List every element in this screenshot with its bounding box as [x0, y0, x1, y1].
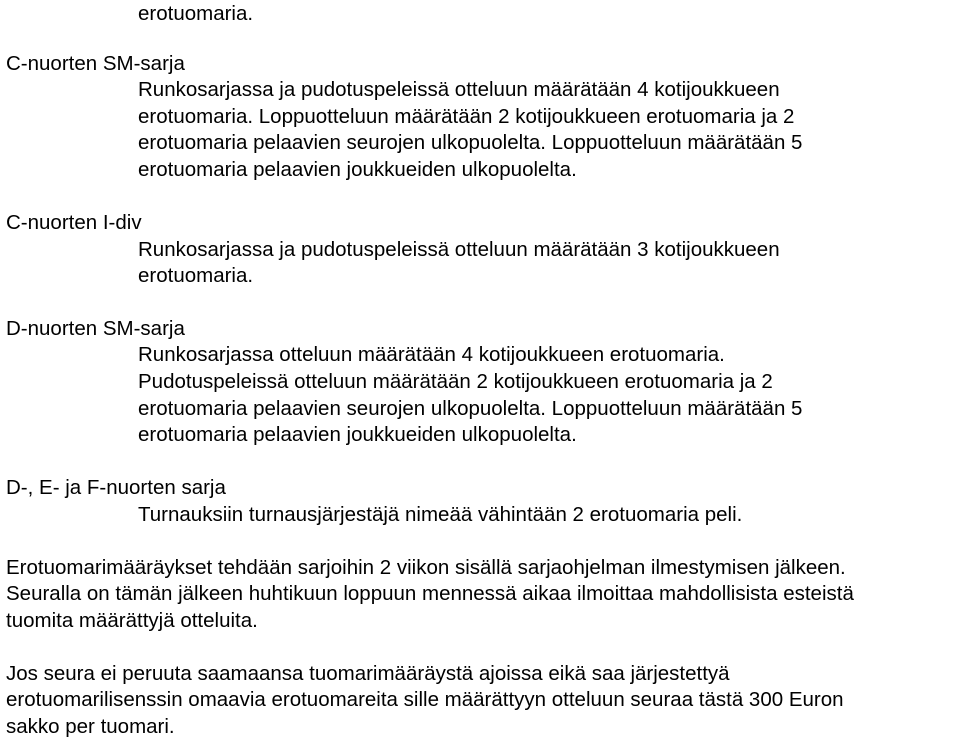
paragraph-line: tuomita määrättyjä otteluita.: [6, 609, 258, 632]
paragraph-line: Seuralla on tämän jälkeen huhtikuun loppuun mennessä aikaa ilmoittaa mahdollisista esteistä: [6, 582, 854, 605]
section-text-line: Runkosarjassa ja pudotuspeleissä otteluun määrätään 4 kotijoukkueen: [138, 78, 780, 101]
paragraph-line: erotuomarilisenssin omaavia erotuomareita sille määrättyyn otteluun seuraa tästä 300 Euron: [6, 688, 844, 711]
section-text-line: erotuomaria. Loppuotteluun määrätään 2 kotijoukkueen erotuomaria ja 2: [138, 105, 795, 128]
section-text-line: erotuomaria pelaavien joukkueiden ulkopuolelta.: [138, 423, 577, 446]
section-text-line: erotuomaria pelaavien seurojen ulkopuolelta. Loppuotteluun määrätään 5: [138, 131, 803, 154]
section-heading: C-nuorten I-div: [6, 211, 142, 234]
section-text-line: erotuomaria.: [138, 264, 254, 287]
section-text-line: Turnauksiin turnausjärjestäjä nimeää vähintään 2 erotuomaria peli.: [138, 503, 743, 526]
section-heading: D-, E- ja F-nuorten sarja: [6, 476, 226, 499]
section-heading: C-nuorten SM-sarja: [6, 52, 185, 75]
paragraph-line: Erotuomarimääräykset tehdään sarjoihin 2 viikon sisällä sarjaohjelman ilmestymisen jälkeen.: [6, 556, 846, 579]
section-text-line: Runkosarjassa otteluun määrätään 4 kotijoukkueen erotuomaria.: [138, 343, 725, 366]
section-text-line: erotuomaria pelaavien seurojen ulkopuolelta. Loppuotteluun määrätään 5: [138, 397, 803, 420]
section-heading: D-nuorten SM-sarja: [6, 317, 185, 340]
continued-line: erotuomaria.: [138, 2, 254, 25]
paragraph-line: Jos seura ei peruuta saamaansa tuomarimääräystä ajoissa eikä saa järjestettyä: [6, 662, 730, 685]
section-text-line: Pudotuspeleissä otteluun määrätään 2 kotijoukkueen erotuomaria ja 2: [138, 370, 773, 393]
section-text-line: Runkosarjassa ja pudotuspeleissä otteluun määrätään 3 kotijoukkueen: [138, 238, 780, 261]
section-text-line: erotuomaria pelaavien joukkueiden ulkopuolelta.: [138, 158, 577, 181]
paragraph-line: sakko per tuomari.: [6, 715, 175, 738]
